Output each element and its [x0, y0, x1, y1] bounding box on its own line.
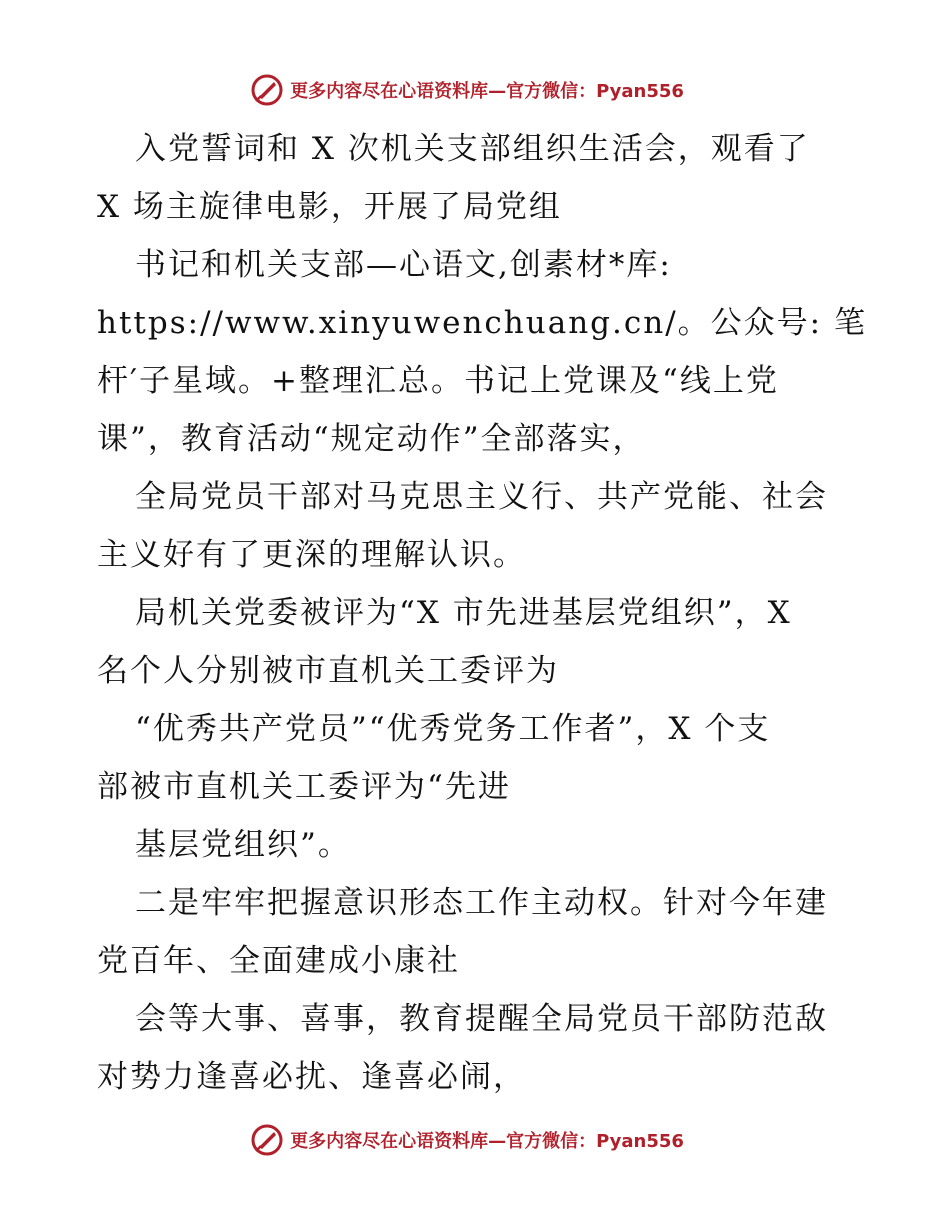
page-header [0, 70, 950, 110]
body-text-line: 党百年、全面建成小康社 [97, 943, 460, 979]
body-text-line: X 场主旋律电影，开展了局党组 [97, 189, 562, 225]
header-banner [250, 73, 684, 107]
body-text-line: 局机关党委被评为“X 市先进基层党组织”，X [135, 595, 792, 631]
body-text-line: 杆′子星域。+整理汇总。书记上党课及“线上党 [97, 363, 779, 399]
body-text-line: 二是牢牢把握意识形态工作主动权。针对今年建 [135, 885, 828, 921]
page-footer [0, 1120, 950, 1160]
body-text-line: 基层党组织”。 [135, 827, 351, 863]
body-text-line: 名个人分别被市直机关工委评为 [97, 653, 559, 689]
body-text-line: 对势力逢喜必扰、逢喜必闹， [97, 1059, 526, 1095]
body-text-line: 课”，教育活动“规定动作”全部落实， [97, 421, 646, 457]
body-text-line: 会等大事、喜事，教育提醒全局党员干部防范敌 [135, 1001, 828, 1037]
document-body [97, 120, 867, 1106]
body-text-line: https://www.xinyuwenchuang.cn/。公众号: 笔 [97, 305, 867, 341]
body-text-line: 书记和机关支部—心语文,创素材*库: [135, 247, 672, 283]
body-text-line: “优秀共产党员”“优秀党务工作者”，X 个支 [135, 711, 771, 747]
body-text-line: 入党誓词和 X 次机关支部组织生活会，观看了 [135, 131, 810, 167]
body-text-line: 部被市直机关工委评为“先进 [97, 769, 511, 805]
footer-banner [250, 1123, 684, 1157]
quill-logo-icon [250, 73, 284, 107]
header-banner-text: 更多内容尽在心语资料库—官方微信：Pyan556 [290, 81, 684, 102]
footer-banner-text: 更多内容尽在心语资料库—官方微信：Pyan556 [290, 1131, 684, 1152]
body-text-line: 主义好有了更深的理解认识。 [97, 537, 526, 573]
quill-logo-icon [250, 1123, 284, 1157]
body-text-line: 全局党员干部对马克思主义行、共产党能、社会 [135, 479, 828, 515]
